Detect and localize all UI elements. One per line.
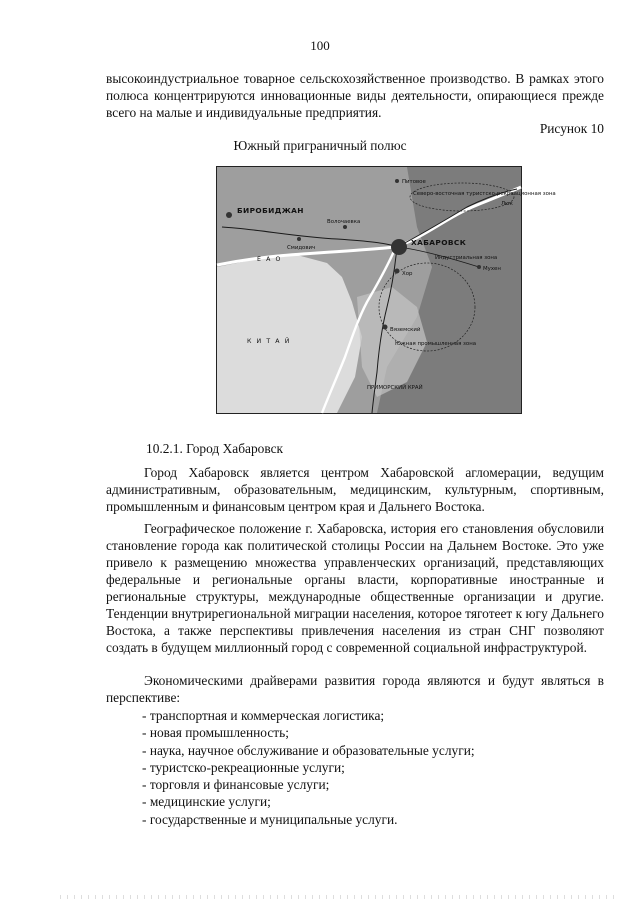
birobidzhan-marker bbox=[226, 212, 232, 218]
china-territory bbox=[217, 255, 362, 413]
label-volochaevka: Волочаевка bbox=[327, 219, 361, 225]
label-china: К И Т А Й bbox=[247, 338, 291, 345]
list-item: - наука, научное обслуживание и образовательные услуги; bbox=[142, 742, 475, 759]
intro-paragraph: высокоиндустриальное товарное сельскохозяйственное производство. В рамках этого полюса концентрируются инновационные виды деятельности, опирающиеся прежде всего на малые и индивидуальные предприятия. bbox=[106, 71, 604, 120]
label-south-zone: Южная промышленная зона bbox=[395, 341, 477, 347]
label-mukhen: Мухен bbox=[483, 266, 501, 272]
list-item: - медицинские услуги; bbox=[142, 793, 475, 810]
label-smidovich: Смидович bbox=[287, 245, 316, 251]
label-primorsky: ПРИМОРСКИЙ КРАЙ bbox=[367, 385, 423, 391]
label-lyuk: Люк bbox=[501, 201, 513, 207]
drivers-list bbox=[142, 707, 475, 828]
vyazemsky-marker bbox=[383, 325, 388, 330]
paragraph-1: Город Хабаровск является центром Хабаровской агломерации, ведущим административным, образовательным, медицинским, культурным, спортивным, промышленным и финансовым центром края и Дальнего Востока. bbox=[106, 465, 604, 514]
label-vyazemsky: Вяземский bbox=[390, 327, 421, 333]
paragraph-2: Географическое положение г. Хабаровска, история его становления обусловили становление города как политической столицы России на Дальнем Востоке. Это уже привело к размещению множества управленческих организаций, представляющих федеральные и региональные органы власти, корпоративные иностранные и региональные структуры, международные общественные организации и другие. Тенденции внутрирегиональной миграции населения, которое тяготеет к югу Дальнего Востока, а также перспективы привлечения населения из стран СНГ позволяют создать в будущем миллионный город с современной социальной инфраструктурой. bbox=[106, 521, 604, 655]
list-item: - транспортная и коммерческая логистика; bbox=[142, 707, 475, 724]
list-item: - государственные и муниципальные услуги. bbox=[142, 811, 475, 828]
map-figure bbox=[216, 166, 556, 414]
label-north-zone: Северо-восточная туристско-рекреационная зона bbox=[413, 191, 556, 197]
page-number: 100 bbox=[310, 38, 330, 53]
label-pitovo: Питовое bbox=[402, 179, 426, 185]
label-khor: Хор bbox=[402, 271, 413, 277]
figure-title: Южный приграничный полюс bbox=[233, 138, 407, 153]
smidovich-marker bbox=[297, 237, 301, 241]
list-item: - новая промышленность; bbox=[142, 724, 475, 741]
label-birobidzhan: БИРОБИДЖАН bbox=[237, 206, 304, 215]
figure-number: Рисунок 10 bbox=[539, 121, 604, 136]
volochaevka-marker bbox=[343, 225, 347, 229]
list-item: - туристско-рекреационные услуги; bbox=[142, 759, 475, 776]
paragraph-3: Экономическими драйверами развития города являются и будут являться в перспективе: bbox=[106, 673, 604, 705]
label-eao: Е А О bbox=[257, 256, 282, 263]
label-ino-zone: Индустриальная зона bbox=[435, 255, 498, 261]
pitovo-marker bbox=[395, 179, 399, 183]
scan-artifact bbox=[60, 895, 620, 899]
section-heading: 10.2.1. Город Хабаровск bbox=[146, 441, 284, 456]
list-item: - торговля и финансовые услуги; bbox=[142, 776, 475, 793]
khor-marker bbox=[395, 269, 400, 274]
map-svg bbox=[217, 167, 556, 413]
label-khabarovsk: ХАБАРОВСК bbox=[411, 238, 467, 247]
mukhen-marker bbox=[477, 265, 481, 269]
khabarovsk-marker bbox=[391, 239, 407, 255]
